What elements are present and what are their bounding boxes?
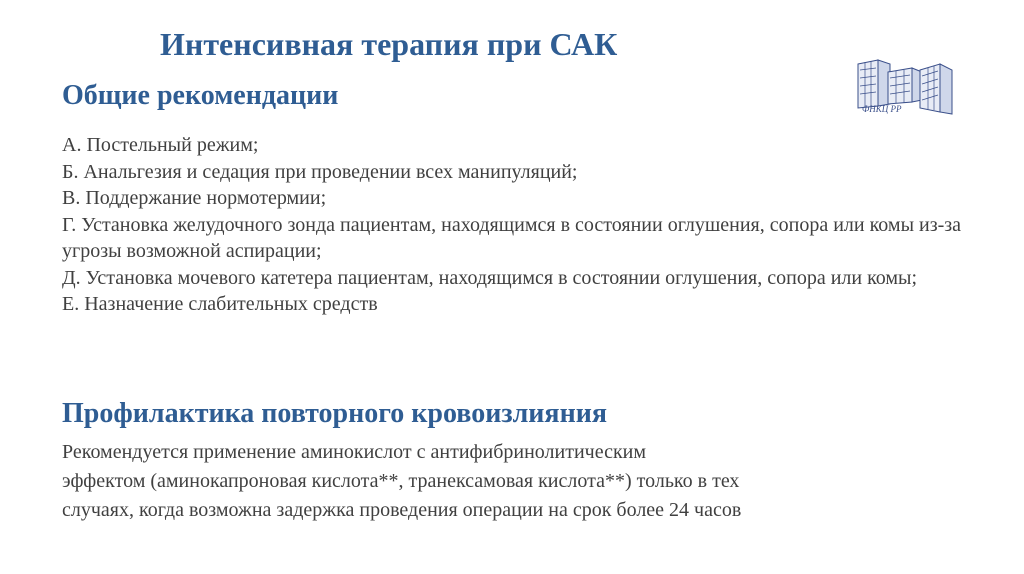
list-item: Б. Анальгезия и седация при проведении всех манипуляций; [62,160,578,183]
list-item: А. Постельный режим; [62,134,259,156]
section-heading-prophylaxis: Профилактика повторного кровоизлияния [62,398,607,429]
section-heading-general: Общие рекомендации [62,80,339,111]
list-item: Е. Назначение слабительных средств [62,293,378,315]
paragraph-line: случаях, когда возможна задержка проведения операции на срок более 24 часов [62,499,742,521]
list-item: Г. Установка желудочного зонда пациентам, находящимся в состоянии оглушения, сопора или комы из-за угрозы возможной аспирации; [62,213,962,262]
paragraph-line: эффектом (аминокапроновая кислота**, транексамовая кислота**) только в тех [62,470,740,492]
logo-caption: ФНКЦ РР [862,104,902,114]
prophylaxis-text [62,438,942,525]
recommendations-list [62,132,982,318]
slide-title: Интенсивная терапия при САК [160,26,618,62]
list-item: В. Поддержание нормотермии; [62,187,327,209]
paragraph-line: Рекомендуется применение аминокислот с антифибринолитическим [62,441,647,463]
hospital-building-icon [850,50,960,128]
list-item: Д. Установка мочевого катетера пациентам, находящимся в состоянии оглушения, сопора или комы; [62,266,918,289]
